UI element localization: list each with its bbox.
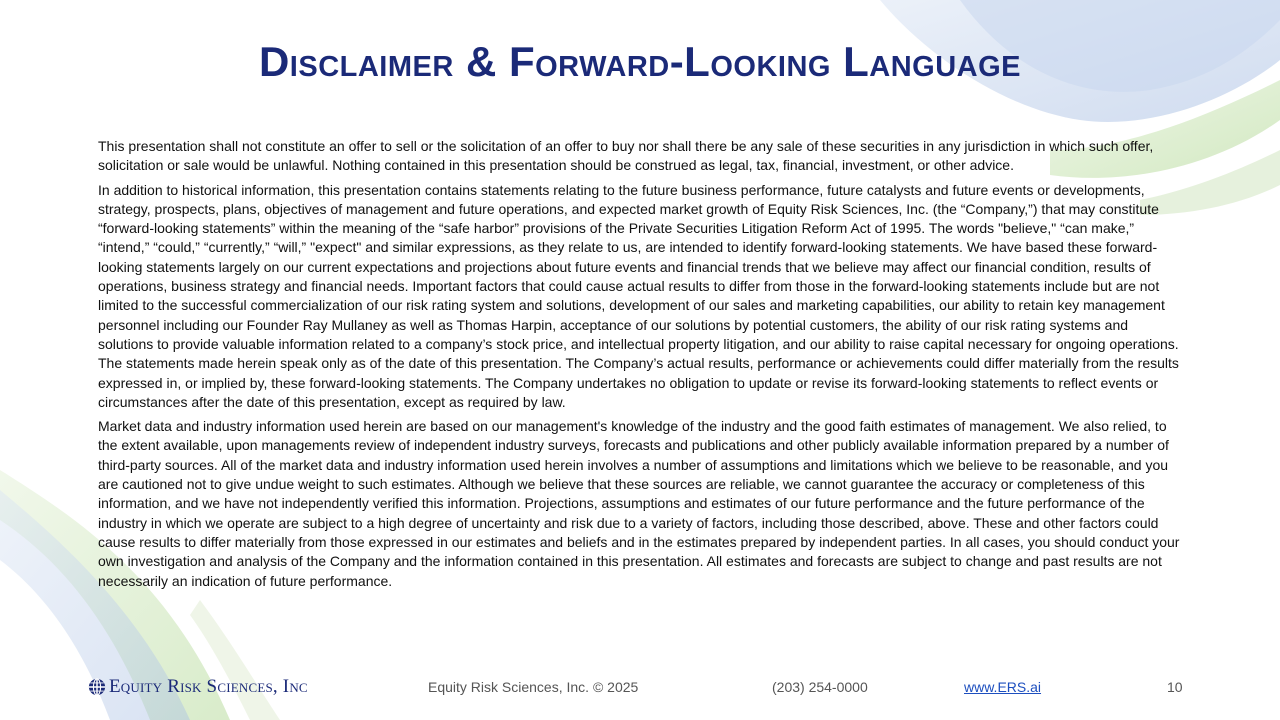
disclaimer-body — [98, 137, 1184, 596]
paragraph-offer-disclaimer: This presentation shall not constitute an offer to sell or the solicitation of an offer to buy nor shall there be any sale of these securities in any jurisdiction in which such offer, solicitation or sale would be unlawful. Nothing contained in this presentation should be construed as legal, tax, financial, investment, or other advice. — [98, 138, 1154, 174]
page-number: 10 — [1167, 679, 1183, 695]
logo-wordmark: Equity Risk Sciences, Inc — [109, 676, 308, 697]
footer-company-copyright: Equity Risk Sciences, Inc. © 2025 — [428, 679, 639, 695]
paragraph-forward-looking: In addition to historical information, this presentation contains statements relating to the future business performance, future catalysts and future events or developments, strategy, prospects, plans, objectives of management and future operations, and expected market growth of Equity Risk Sciences, Inc. (the “Company,”) that may constitute “forward-looking statements” within the meaning of the “safe harbor” provisions of the Private Securities Litigation Reform Act of 1995. The words "believe," “can make,” “intend,” “could,” “currently,” “will,” "expect" and similar expressions, as they relate to us, are intended to identify forward-looking statements. We have based these forward-looking statements largely on our current expectations and projections about future events and financial trends that we believe may affect our financial condition, results of operations, business strategy and financial needs. Important factors that could cause actual results to differ from those in the forward-looking statements include but are not limited to the successful commercialization of our risk rating system and solutions, development of our sales and marketing capabilities, our ability to retain key management personnel including our Founder Ray Mullaney as well as Thomas Harpin, acceptance of our solutions by potential customers, the ability of our risk rating systems and solutions to provide valuable information related to a company’s stock price, and intellectual property litigation, and our ability to raise capital necessary for ongoing operations. The statements made herein speak only as of the date of this presentation. The Company’s actual results, performance or achievements could differ materially from the results expressed in, or implied by, these forward-looking statements. The Company undertakes no obligation to update or revise its forward-looking statements to reflect events or circumstances after the date of this presentation, except as required by law. — [98, 181, 1179, 410]
footer-phone: (203) 254-0000 — [772, 679, 868, 695]
page-title: Disclaimer & Forward-Looking Language — [258, 38, 1022, 85]
paragraph-market-data: Market data and industry information used herein are based on our management's knowledge of the industry and the good faith estimates of management. We also relied, to the extent available, upon managements review of independent industry surveys, forecasts and publications and other publicly available information prepared by a number of third-party sources. All of the market data and industry information used herein involves a number of assumptions and limitations which we believe to be reasonable, and you are cautioned not to give undue weight to such estimates. Although we believe that these sources are reliable, we cannot guarantee the accuracy or completeness of this information, and we have not independently verified this information. Projections, assumptions and estimates of our future performance and the future performance of the industry in which we operate are subject to a high degree of uncertainty and risk due to a variety of factors, including those described, above. These and other factors could cause results to differ materially from those expressed in our estimates and beliefs and in the estimates prepared by independent parties. In all cases, you should conduct your own investigation and analysis of the Company and the information contained in this presentation. All estimates and forecasts are subject to change and past results are not necessarily an indication of future performance. — [98, 418, 1180, 589]
globe-emblem-icon — [88, 678, 106, 696]
company-logo — [88, 676, 308, 698]
footer-website-link[interactable]: www.ERS.ai — [964, 679, 1042, 695]
footer-bar — [0, 676, 1280, 700]
